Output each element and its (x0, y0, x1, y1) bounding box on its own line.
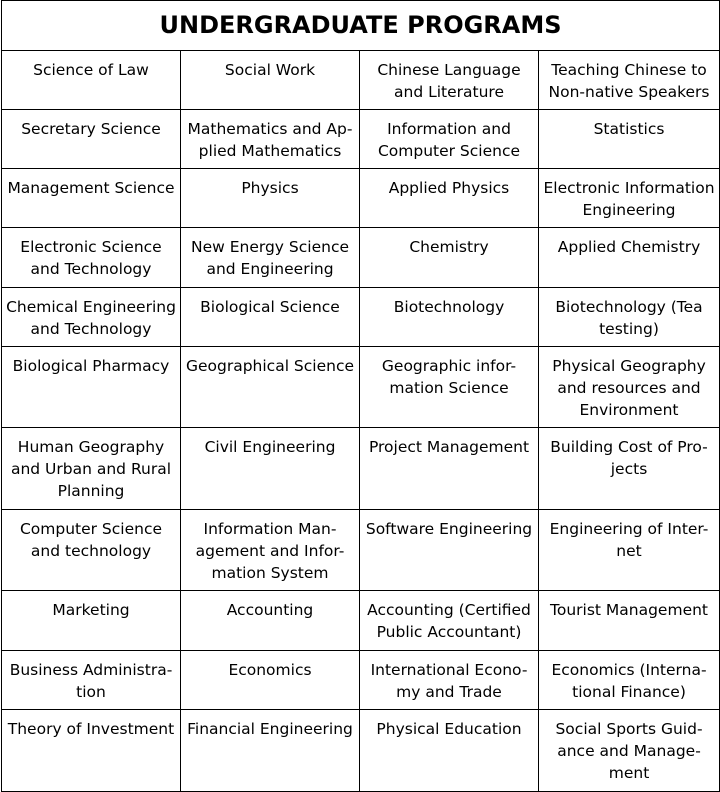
table-row (2, 591, 720, 651)
program-cell: Physics (181, 169, 360, 228)
program-cell: Building Cost of Pro-jects (539, 428, 720, 510)
table-row (2, 51, 720, 110)
program-cell: Accounting (181, 591, 360, 651)
table-row (2, 710, 720, 792)
program-cell: Engineering of Inter-net (539, 510, 720, 591)
program-cell: Marketing (2, 591, 181, 651)
table-row (2, 428, 720, 510)
program-cell: Mathematics and Ap-plied Mathematics (181, 110, 360, 169)
program-cell: Software Engineering (360, 510, 539, 591)
table-title: UNDERGRADUATE PROGRAMS (2, 1, 720, 51)
program-cell: Science of Law (2, 51, 181, 110)
table-row (2, 169, 720, 228)
program-cell: Physical Education (360, 710, 539, 792)
program-cell: Biotechnology (360, 288, 539, 347)
program-cell: Teaching Chinese to Non-native Speakers (539, 51, 720, 110)
program-cell: New Energy Science and Engineering (181, 228, 360, 288)
program-cell: Computer Science and technology (2, 510, 181, 591)
program-cell: Physical Geography and resources and Environment (539, 347, 720, 428)
program-cell: Statistics (539, 110, 720, 169)
program-cell: Management Science (2, 169, 181, 228)
table-row (2, 651, 720, 710)
table-row (2, 510, 720, 591)
program-cell: Geographical Science (181, 347, 360, 428)
program-cell: Human Geography and Urban and Rural Planning (2, 428, 181, 510)
program-cell: Theory of Investment (2, 710, 181, 792)
program-cell: Electronic Information Engineering (539, 169, 720, 228)
program-cell: International Econo-my and Trade (360, 651, 539, 710)
program-cell: Chinese Language and Literature (360, 51, 539, 110)
program-cell: Social Work (181, 51, 360, 110)
program-cell: Information and Computer Science (360, 110, 539, 169)
program-cell: Biotechnology (Tea testing) (539, 288, 720, 347)
table-row (2, 288, 720, 347)
program-cell: Project Management (360, 428, 539, 510)
program-cell: Geographic infor-mation Science (360, 347, 539, 428)
program-cell: Biological Science (181, 288, 360, 347)
program-cell: Biological Pharmacy (2, 347, 181, 428)
program-cell: Social Sports Guid-ance and Manage-ment (539, 710, 720, 792)
table-row (2, 228, 720, 288)
program-cell: Secretary Science (2, 110, 181, 169)
program-cell: Information Man-agement and Infor-mation System (181, 510, 360, 591)
program-cell: Applied Physics (360, 169, 539, 228)
table-row (2, 110, 720, 169)
program-cell: Economics (Interna-tional Finance) (539, 651, 720, 710)
title-row (2, 1, 720, 51)
program-cell: Tourist Management (539, 591, 720, 651)
program-cell: Chemical Engineering and Technology (2, 288, 181, 347)
program-cell: Business Administra-tion (2, 651, 181, 710)
program-cell: Chemistry (360, 228, 539, 288)
program-cell: Applied Chemistry (539, 228, 720, 288)
program-cell: Civil Engineering (181, 428, 360, 510)
programs-document (1, 0, 719, 792)
program-cell: Economics (181, 651, 360, 710)
program-cell: Financial Engineering (181, 710, 360, 792)
programs-table (1, 0, 720, 792)
table-row (2, 347, 720, 428)
program-cell: Accounting (Certified Public Accountant) (360, 591, 539, 651)
program-cell: Electronic Science and Technology (2, 228, 181, 288)
